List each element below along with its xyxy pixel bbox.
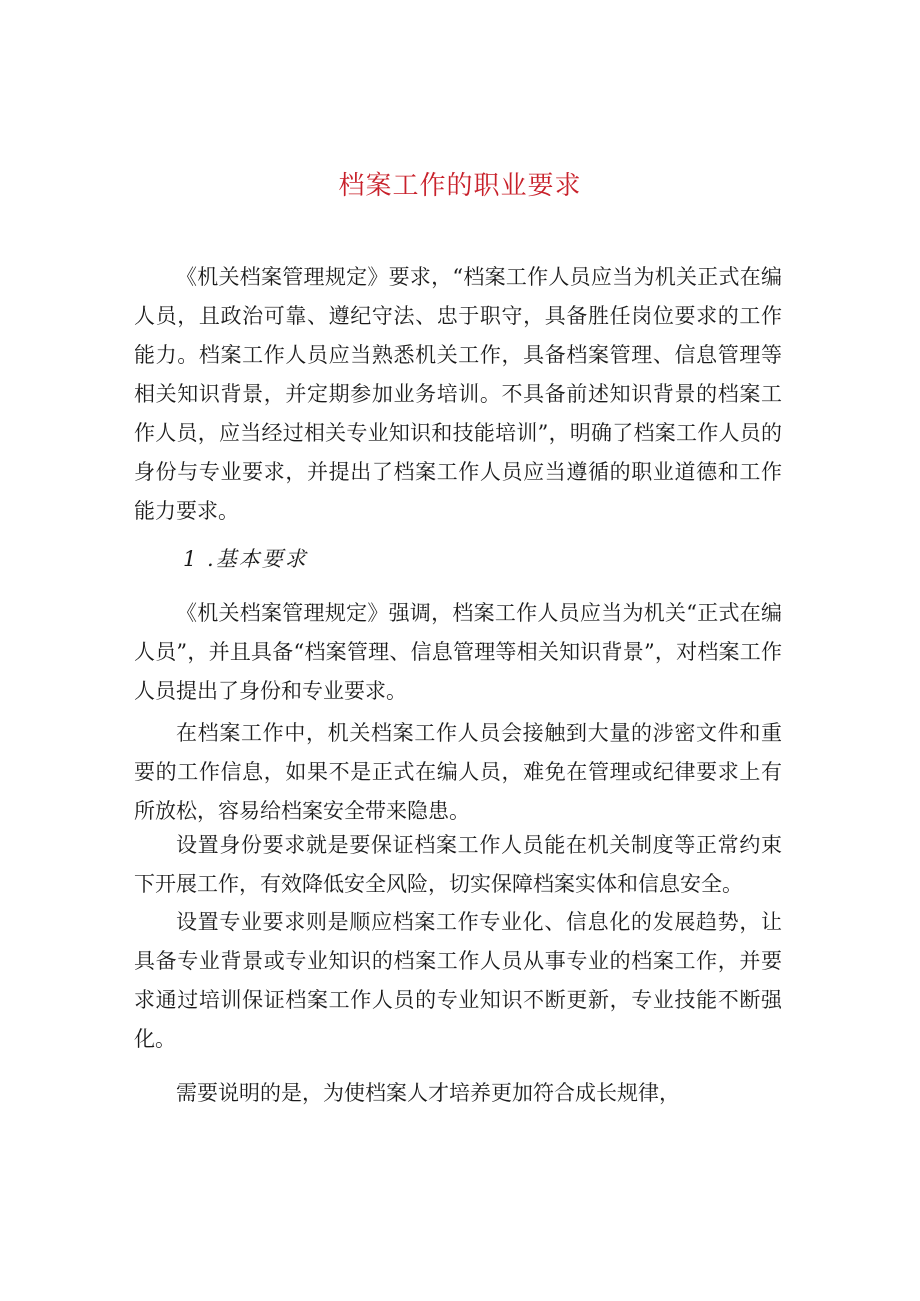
section-heading: 1 .基本要求 [183, 547, 308, 571]
paragraph-intro [134, 258, 782, 531]
paragraph: 《机关档案管理规定》要求，“档案工作人员应当为机关正式在编人员，且政治可靠、遵纪守法、忠于职守，具备胜任岗位要求的工作能力。档案工作人员应当熟悉机关工作，具备档案管理、信息管理等相关知识背景，并定期参加业务培训。不具备前述知识背景的档案工作人员，应当经过相关专业知识和技能培训”，明确了档案工作人员的身份与专业要求，并提出了档案工作人员应当遵循的职业道德和工作能力要求。 [134, 265, 782, 523]
paragraph-basic-requirement [134, 594, 782, 711]
paragraph-identity-requirement [134, 826, 782, 904]
paragraph-note [134, 1074, 782, 1113]
paragraph: 在档案工作中，机关档案工作人员会接触到大量的涉密文件和重要的工作信息，如果不是正式在编人员，难免在管理或纪律要求上有所放松，容易给档案安全带来隐患。 [134, 721, 782, 823]
document-title: 档案工作的职业要求 [338, 171, 582, 201]
paragraph: 设置专业要求则是顺应档案工作专业化、信息化的发展趋势，让具备专业背景或专业知识的档案工作人员从事专业的档案工作，并要求通过培训保证档案工作人员的专业知识不断更新，专业技能不断强化。 [134, 910, 782, 1051]
paragraph: 设置身份要求就是要保证档案工作人员能在机关制度等正常约束下开展工作，有效降低安全风险，切实保障档案实体和信息安全。 [134, 833, 782, 896]
paragraph: 需要说明的是，为使档案人才培养更加符合成长规律， [176, 1081, 680, 1105]
paragraph-confidential [134, 714, 782, 831]
paragraph-professional-requirement [134, 903, 782, 1059]
paragraph: 《机关档案管理规定》强调，档案工作人员应当为机关“正式在编人员”，并且具备“档案管理、信息管理等相关知识背景”，对档案工作人员提出了身份和专业要求。 [134, 601, 782, 703]
